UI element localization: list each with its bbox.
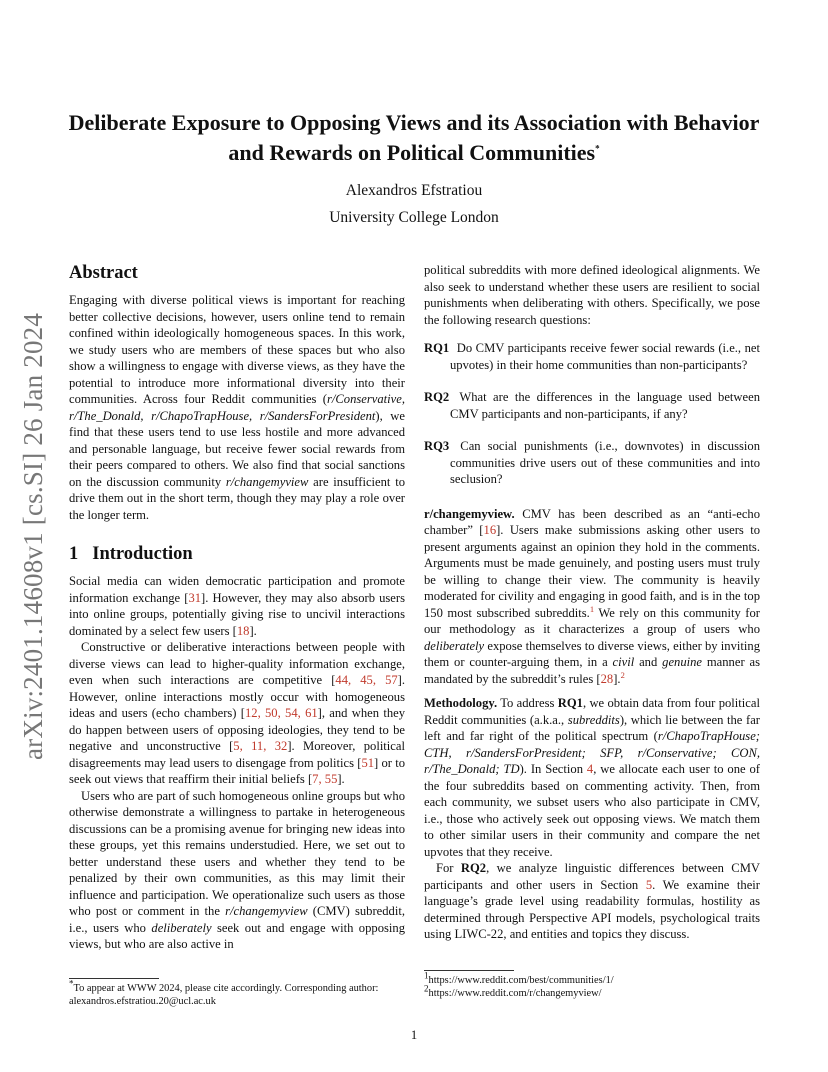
footnote-url[interactable]: https://www.reddit.com/best/communities/1/ [428,975,614,986]
citation-link[interactable]: 31 [188,590,202,605]
research-question-3: RQ3 Can social punishments (i.e., downvotes) in discussion communities drive users out of these communities and into seclusion? [424,439,760,486]
introduction-heading: 1 Introduction [69,544,193,564]
intro-paragraph-3: Users who are part of such homogeneous online groups but who otherwise demonstrate a willingness to partake in heterogeneous discussions can be a promising avenue for bringing new ideas into these groups, yet this remains understudied. Here, we set out to better understand these users and whether they tend to be penalized by their own communities, as this may limit their influence and participation. We operationalize such users as those who post or comment in the r/changemyview (CMV) subreddit, i.e., users who deliberately seek out and engage with opposing views, but who are also active in [69,788,405,951]
section-link[interactable]: 5 [645,877,653,892]
citation-link[interactable]: 12, 50, 54, 61 [244,706,318,720]
footnote-2: 2https://www.reddit.com/r/changemyview/ [424,983,602,999]
citation-link[interactable]: 28 [600,671,614,686]
footnote-1: 1https://www.reddit.com/best/communities/1/ [424,970,614,986]
cmv-paragraph: r/changemyview. CMV has been described as an “anti-echo chamber” [16]. Users make submissions asking other users to present arguments against an opinion they hold in the comments. Arguments must be made genuinely, and posting users must truly be willing to change their view. The community is heavily moderated for civility and engaging in good faith, and is in the top 150 most subscribed subreddits.$^1$ We rely on this community for our methodology as it characterizes a group of users who deliberately expose themselves to diverse views, either by inviting them or counter-arguing them, in a civil and genuine manner as mandated by the subreddit’s rules [28].$^2$ [424,506,760,686]
citation-link[interactable]: 7, 55 [312,772,338,786]
left-footnote-area [69,968,405,1008]
intro-paragraph-2: Constructive or deliberative interactions between people with diverse views can lead to higher-quality information exchange, even when such interactions are competitive [44, 45, 57]. However, online interactions mostly occur with homogeneous ideas and users (echo chambers) [12, 50, 54, 61], and when they do happen between users of opposing ideologies, they tend to be negative and unconstructive [5, 11, 32]. Moreover, political disagreements may lead users to disengage from politics [51] or to seek out views that reaffirm their initial beliefs [7, 55]. [69,640,406,786]
arxiv-stamp-text: arXiv:2401.14608v1 [cs.SI] 26 Jan 2024 [18,312,48,760]
footnote-title: *To appear at WWW 2024, please cite accordingly. Corresponding author: alexandros.efstratiou.20@ucl.ac.uk [69,978,379,1007]
page-number: 1 [410,1028,418,1042]
abstract-text: Engaging with diverse political views is important for reaching better collective decisions, however, users online tend to remain confined within ideologically homogeneous spaces. In this work, we study users who are members of these spaces but who also show a willingness to engage with diverse views, as they have the potential to introduce more informational diversity into their communities. Across four Reddit communities (r/Conservative, r/The_Donald, r/ChapoTrapHouse, r/SandersForPresident), we find that these users tend to use less hostile and more advanced and personable language, but receive fewer social rewards from their peers compared to others. We also find that social sanctions on the discussion community r/changemyview are insufficient to drive them out in the short term, though they may play a role over the longer term. [69,293,405,522]
research-question-2: RQ2 What are the differences in the language used between CMV participants and non-participants, if any? [424,390,761,421]
citation-link[interactable]: 51 [361,755,375,770]
section-link[interactable]: 4 [586,762,594,776]
footnote-link[interactable]: 1 [589,603,595,614]
footnote-rule [424,970,514,971]
paper-title: Deliberate Exposure to Opposing Views and its Association with Behavior and Rewards on Political Communities* [68,110,760,165]
author-name: Alexandros Efstratiou [345,182,483,199]
abstract-heading: Abstract [69,263,138,283]
right-footnote-area [424,960,760,1000]
methodology-paragraph: Methodology. To address RQ1, we obtain data from four political Reddit communities (a.k.a., subreddits), which lie between the far left and far right of the political spectrum (r/ChapoTrapHouse; CTH, r/SandersForPresident; SFP, r/Conservative; CON, r/The_Donald; TD). In Section 4, we allocate each user to one of the four subreddits based on commenting activity. Then, from each community, we subset users who also participate in CMV, i.e., those who actively seek out opposing views. We match them to other similar users in their community and compare the net upvotes that they receive. [424,696,760,859]
rq2-paragraph: For RQ2, we analyze linguistic differences between CMV participants and other users in Section 5. We examine their language’s grade level using readability formulas, hostility as determined through Perspective API models, psychological traits using LIWC-22, and entities and topics they discuss. [424,861,761,941]
title-footnote-mark: * [595,143,600,154]
intro-paragraph-1: Social media can widen democratic participation and promote information exchange [31]. However, they may also absorb users into online groups, potentially giving rise to uncivil interactions dominated by a select few users [18]. [69,574,405,638]
citation-link[interactable]: 5, 11, 32 [233,739,288,753]
footnote-url[interactable]: https://www.reddit.com/r/changemyview/ [428,988,602,999]
footnote-link[interactable]: 2 [620,669,625,680]
right-column [424,262,760,943]
research-question-1: RQ1 Do CMV participants receive fewer social rewards (i.e., net upvotes) in their home communities than non-participants? [424,341,760,372]
arxiv-stamp [18,300,58,760]
author-affiliation: University College London [329,209,499,226]
citation-link[interactable]: 18 [236,623,250,638]
citation-link[interactable]: 44, 45, 57 [335,673,398,687]
footnote-rule [69,978,159,979]
citation-link[interactable]: 16 [483,523,497,537]
intro-continued: political subreddits with more defined ideological alignments. We also seek to understand whether these users are resilient to social punishments when deliberating with others. Specifically, we pose the following research questions: [424,263,760,327]
left-column [69,262,405,953]
